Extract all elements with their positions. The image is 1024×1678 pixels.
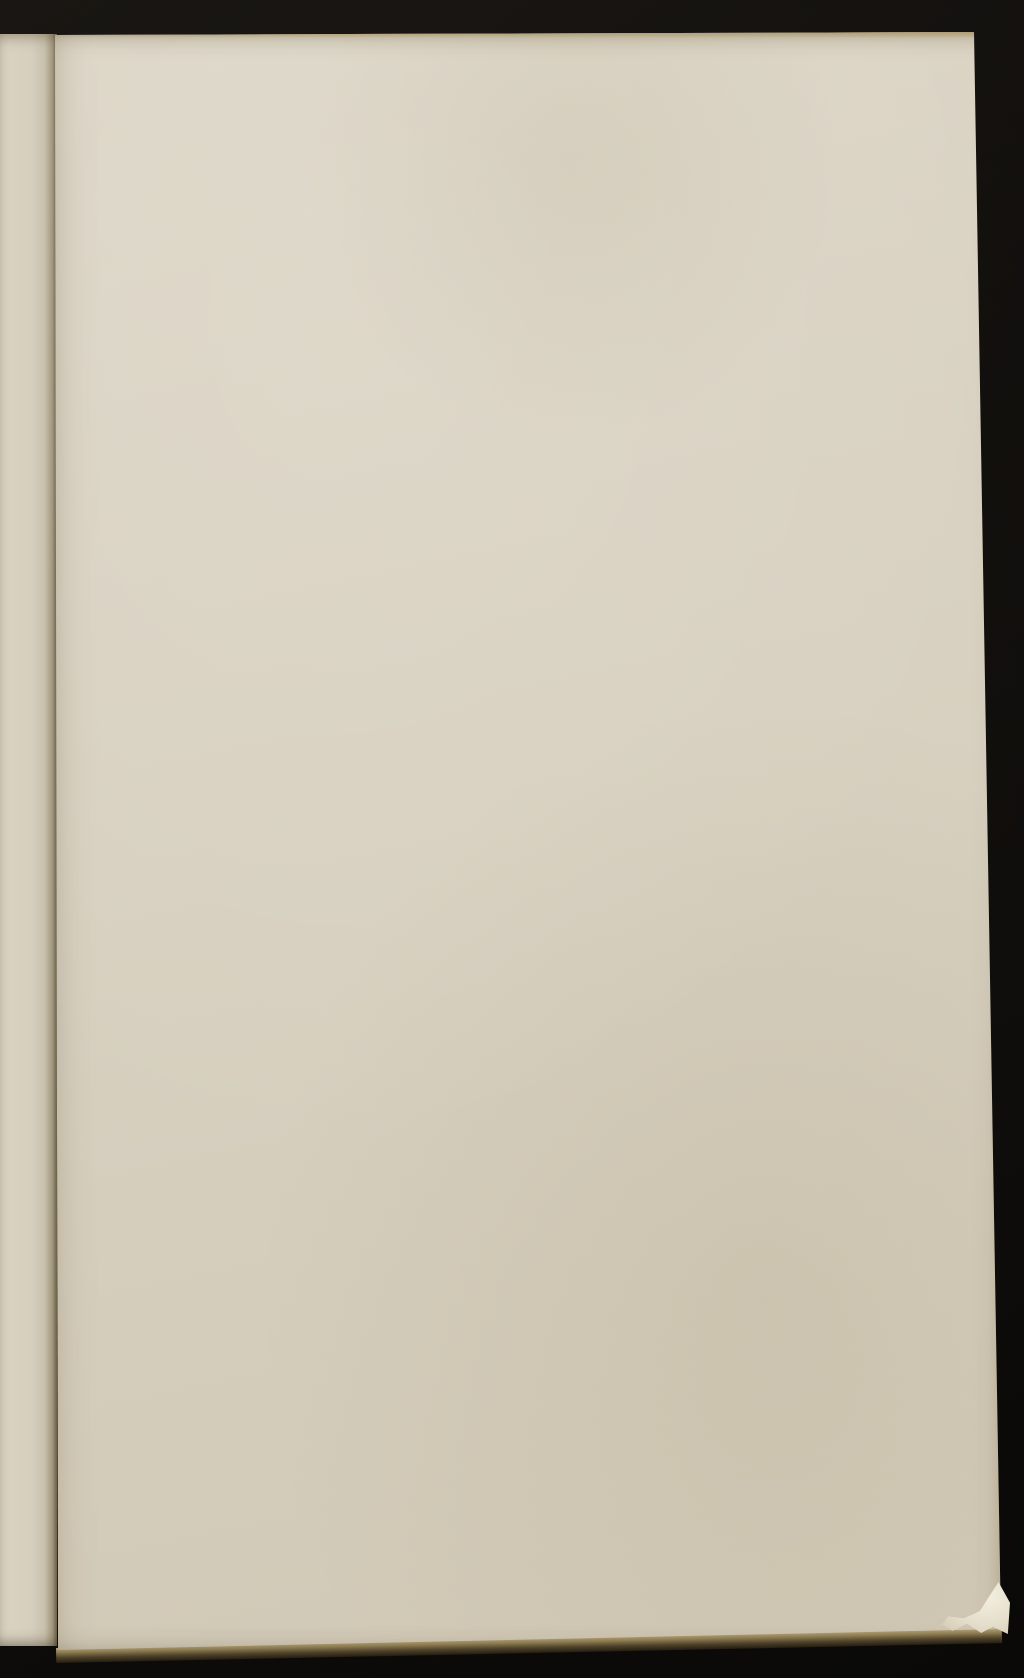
page-scan xyxy=(40,28,1006,1658)
asterisk-icon xyxy=(149,316,777,319)
body-text xyxy=(127,297,777,319)
text-column xyxy=(127,28,777,1658)
paragraph-group-top xyxy=(127,297,777,300)
paragraph-group-bottom xyxy=(127,316,777,319)
asterisk-pair-icon xyxy=(149,316,777,319)
facing-page-edge xyxy=(0,34,57,1646)
asterism-separator xyxy=(127,316,777,319)
